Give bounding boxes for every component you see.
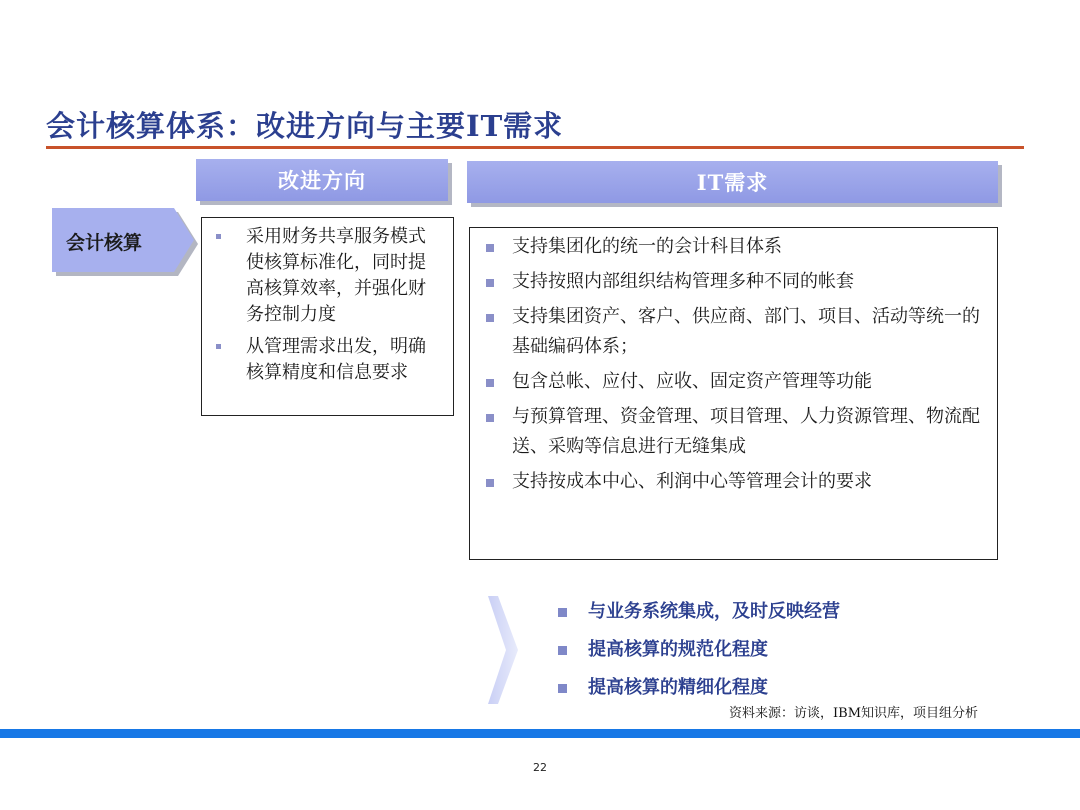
slide-title: 会计核算体系：改进方向与主要IT需求 <box>46 109 564 143</box>
summary-item-text: 与业务系统集成，及时反映经营 <box>588 601 840 622</box>
header-it-requirements: IT需求 <box>467 161 998 203</box>
list-item <box>478 367 987 397</box>
list-item <box>556 593 956 631</box>
square-bullet-icon <box>486 479 494 487</box>
list-item <box>210 334 443 386</box>
it-item-text: 支持集团资产、客户、供应商、部门、项目、活动等统一的基础编码体系； <box>512 306 980 357</box>
square-bullet-icon <box>486 314 494 322</box>
square-bullet-icon <box>558 684 567 693</box>
it-item-text: 支持按照内部组织结构管理多种不同的帐套 <box>512 271 854 292</box>
square-bullet-icon <box>486 279 494 287</box>
improvement-box <box>201 217 454 416</box>
it-item-text: 包含总帐、应付、应收、固定资产管理等功能 <box>512 371 872 392</box>
footer-bar <box>0 729 1080 738</box>
it-item-text: 支持按成本中心、利润中心等管理会计的要求 <box>512 471 872 492</box>
square-bullet-icon <box>216 234 221 239</box>
it-item-text: 与预算管理、资金管理、项目管理、人力资源管理、物流配送、采购等信息进行无缝集成 <box>512 406 980 457</box>
list-item <box>478 232 987 262</box>
row-label-accounting <box>52 208 200 272</box>
summary-list <box>556 593 956 707</box>
list-item <box>478 302 987 362</box>
list-item <box>478 267 987 297</box>
square-bullet-icon <box>486 379 494 387</box>
square-bullet-icon <box>486 244 494 252</box>
summary-item-text: 提高核算的精细化程度 <box>588 677 768 698</box>
page-number: 22 <box>533 761 547 774</box>
list-item <box>556 631 956 669</box>
it-requirements-box <box>469 227 998 560</box>
summary-item-text: 提高核算的规范化程度 <box>588 639 768 660</box>
chevron-right-icon <box>488 596 520 704</box>
title-divider <box>46 146 1024 149</box>
source-note: 资料来源：访谈，IBM知识库，项目组分析 <box>729 706 978 721</box>
improvement-item-text: 采用财务共享服务模式使核算标准化，同时提高核算效率，并强化财务控制力度 <box>246 226 426 325</box>
it-item-text: 支持集团化的统一的会计科目体系 <box>512 236 782 257</box>
square-bullet-icon <box>216 344 221 349</box>
square-bullet-icon <box>558 646 567 655</box>
list-item <box>478 467 987 497</box>
row-label-text: 会计核算 <box>66 232 143 254</box>
header-improvement-direction: 改进方向 <box>196 159 448 201</box>
square-bullet-icon <box>558 608 567 617</box>
square-bullet-icon <box>486 414 494 422</box>
list-item <box>210 224 443 328</box>
list-item <box>478 402 987 462</box>
improvement-item-text: 从管理需求出发，明确核算精度和信息要求 <box>246 336 426 383</box>
